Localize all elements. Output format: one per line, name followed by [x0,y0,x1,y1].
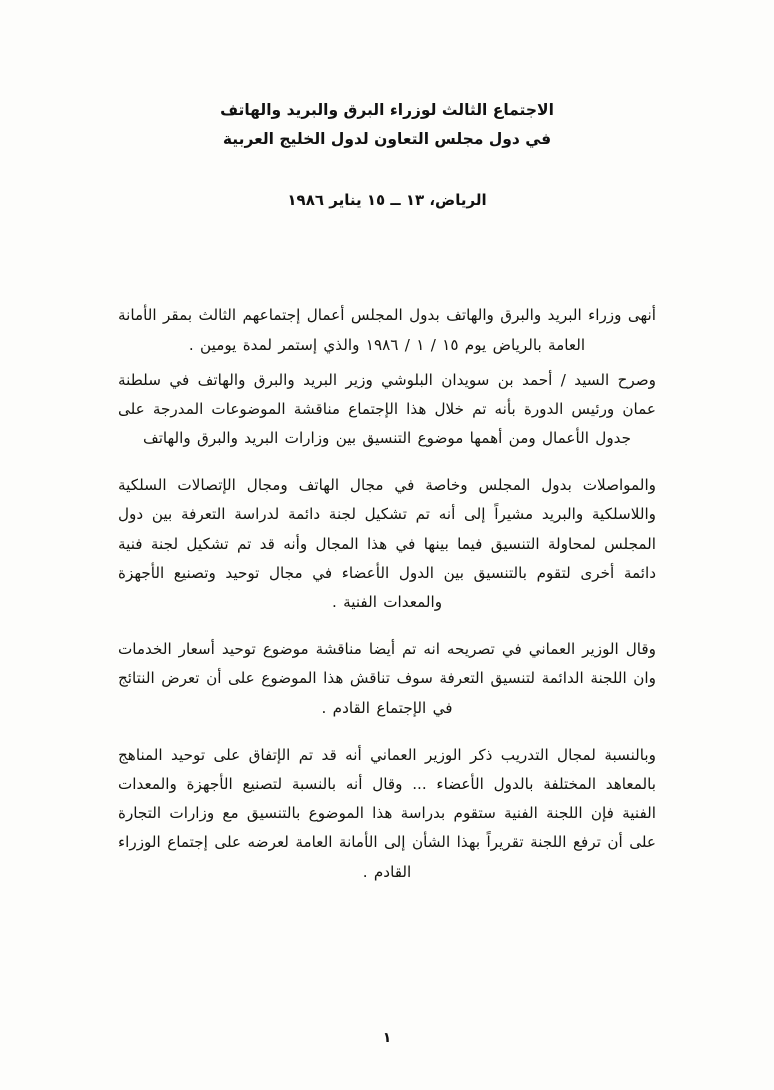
document-title-block [118,96,656,153]
page-title-line-1: الاجتماع الثالث لوزراء البرق والبريد والهاتف [220,101,554,119]
page-number: ١ [382,1030,392,1046]
document-date-line: الرياض، ١٣ ــ ١٥ يناير ١٩٨٦ [287,191,487,210]
document-body [0,96,774,905]
paragraph-1: أنهى وزراء البريد والبرق والهاتف بدول المجلس أعمال إجتماعهم الثالث بمقر الأمانة العامة بالرياض يوم ١٥ / ١ / ١٩٨٦ والذي إستمر لمدة يومين . [118,306,656,354]
document-content [118,301,656,886]
paragraph-4: وقال الوزير العماني في تصريحه انه تم أيضا مناقشة موضوع توحيد أسعار الخدمات وان اللجنة الدائمة لتنسيق التعرفة سوف تناقش هذا الموضوع على أن تعرض النتائج في الإجتماع القادم . [118,640,656,717]
paragraph-2: وصرح السيد / أحمد بن سويدان البلوشي وزير البريد والبرق والهاتف في سلطنة عمان ورئيس الدورة بأنه تم خلال هذا الإجتماع مناقشة الموضوعات المدرجة على جدول الأعمال ومن أهمها موضوع التنسيق بين وزارات البريد والبرق والهاتف [118,370,656,448]
page-title-line-2: في دول مجلس التعاون لدول الخليج العربية [222,129,552,148]
paragraph-5: وبالنسبة لمجال التدريب ذكر الوزير العماني أنه قد تم الإتفاق على توحيد المناهج بالمعاهد المختلفة بالدول الأعضاء ... وقال أنه بالنسبة لتصنيع الأجهزة والمعدات الفنية فإن اللجنة الفنية ستقوم بدراسة هذا الموضوع بالتنسيق مع وزارات التجارة على أن ترفع اللجنة تقريراً بهذا الشأن إلى الأمانة العامة لعرضه على إجتماع الوزراء القادم . [118,745,656,881]
paragraph-3: والمواصلات بدول المجلس وخاصة في مجال الهاتف ومجال الإتصالات السلكية واللاسلكية والبريد مشيراً إلى أنه تم تشكيل لجنة دائمة لدراسة التعرفة بين دول المجلس لمحاولة التنسيق فيما بينها في هذا المجال وأنه قد تم تشكيل لجنة فنية دائمة أخرى لتقوم بالتنسيق بين الدول الأعضاء في مجال توحيد وتصنيع الأجهزة والمعدات الفنية . [118,476,656,612]
